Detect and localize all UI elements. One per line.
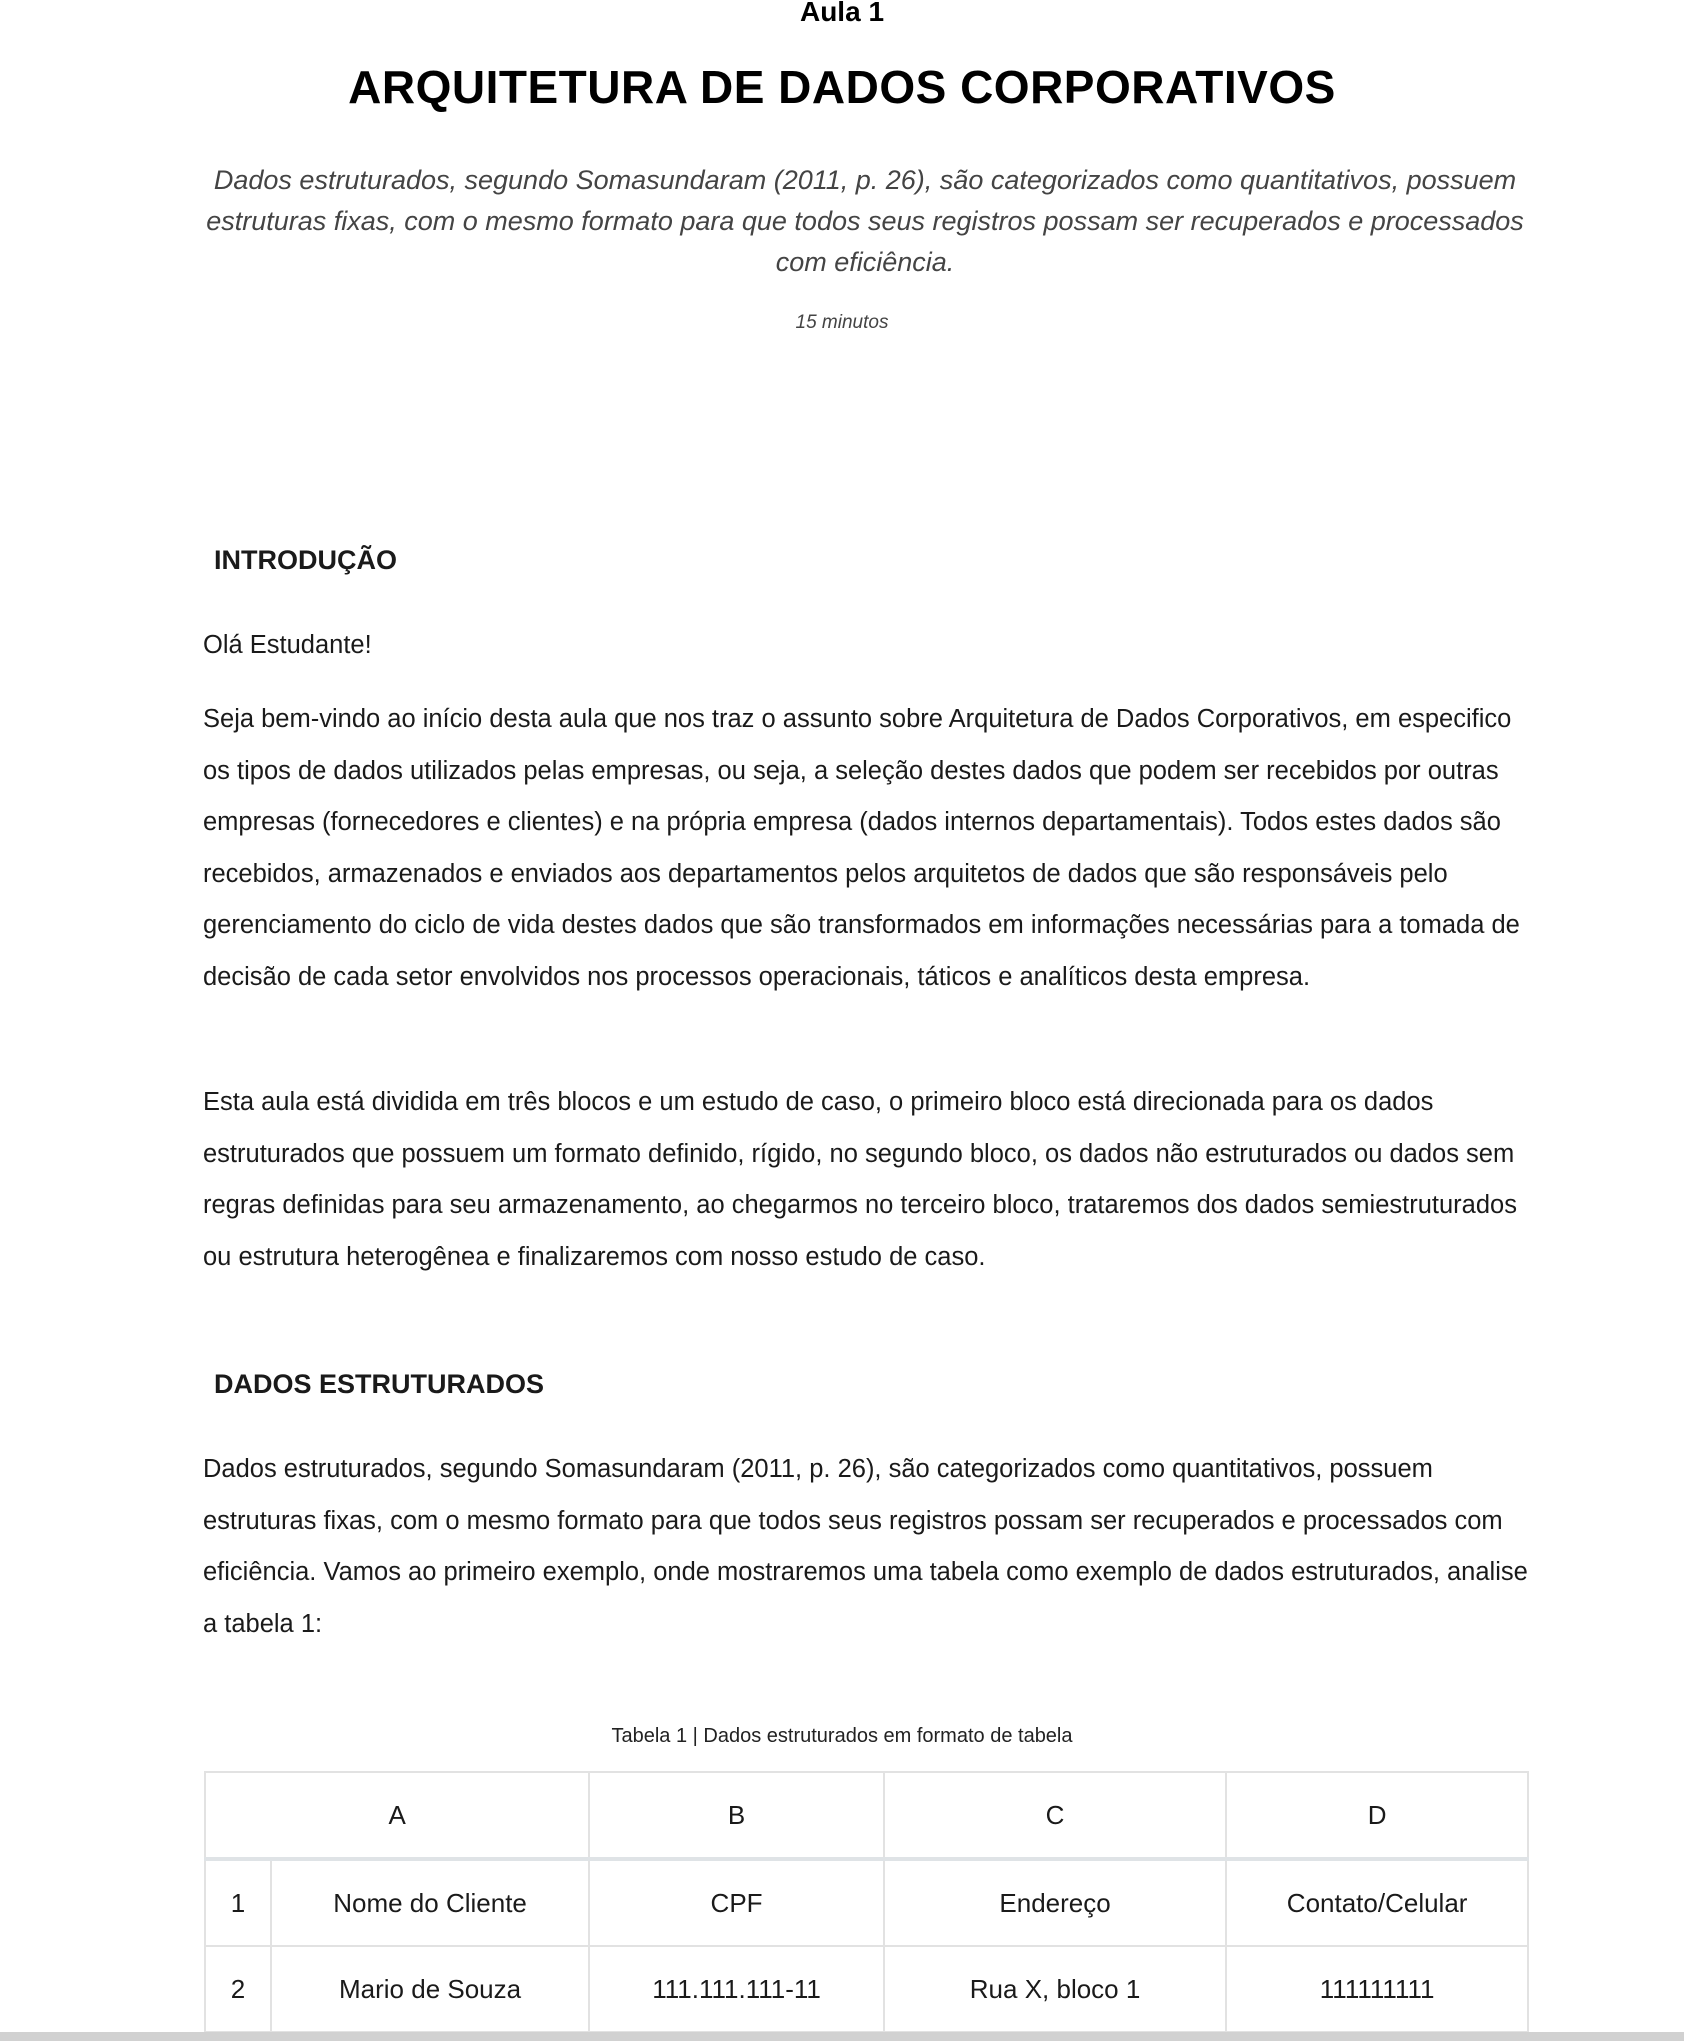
table-cell: 111.111.111-11 [589,1946,884,2032]
table-cell: 111111111 [1226,1946,1528,2032]
column-header: B [589,1772,884,1859]
table-cell: Nome do Cliente [271,1859,589,1946]
intro-paragraph-2: Esta aula está dividida em três blocos e um estudo de caso, o primeiro bloco está direcionada para os dados estruturados que possuem um formato definido, rígido, no segundo bloco, os dados não estruturados ou dados sem regras definidas para seu armazenamento, ao chegarmos no terceiro bloco, trataremos dos dados semiestruturados ou estrutura heterogênea e finalizaremos com nosso estudo de caso. [203,1088,1517,1271]
column-header: D [1226,1772,1528,1859]
lead-quote: Dados estruturados, segundo Somasundaram (2011, p. 26), são categorizados como quantitativos, possuem estruturas fixas, com o mesmo formato para que todos seus registros possam ser recuperados e processados com eficiência. [206,165,1524,277]
table-header-row [205,1772,1528,1859]
horizontal-scrollbar[interactable] [0,2032,1684,2041]
column-header: C [884,1772,1226,1859]
table-row [205,1946,1528,2032]
table-cell: Mario de Souza [271,1946,589,2032]
greeting: Olá Estudante! [203,631,372,659]
row-number: 1 [205,1859,271,1946]
page-title: ARQUITETURA DE DADOS CORPORATIVOS [348,61,1336,113]
reading-duration: 15 minutos [795,312,889,333]
intro-paragraph-1: Seja bem-vindo ao início desta aula que nos traz o assunto sobre Arquitetura de Dados Corporativos, em especifico os tipos de dados utilizados pelas empresas, ou seja, a seleção destes dados que podem ser recebidos por outras empresas (fornecedores e clientes) e na própria empresa (dados internos departamentais). Todos estes dados são recebidos, armazenados e enviados aos departamentos pelos arquitetos de dados que são responsáveis pelo gerenciamento do ciclo de vida destes dados que são transformados em informações necessárias para a tomada de decisão de cada setor envolvidos nos processos operacionais, táticos e analíticos desta empresa. [203,705,1520,991]
row-number: 2 [205,1946,271,2032]
table-cell: Contato/Celular [1226,1859,1528,1946]
section-heading-dados-estruturados: DADOS ESTRUTURADOS [214,1369,545,1399]
table-cell: Rua X, bloco 1 [884,1946,1226,2032]
structured-paragraph: Dados estruturados, segundo Somasundaram (2011, p. 26), são categorizados como quantitativos, possuem estruturas fixas, com o mesmo formato para que todos seus registros possam ser recuperados e processados com eficiência. Vamos ao primeiro exemplo, onde mostraremos uma tabela como exemplo de dados estruturados, analise a tabela 1: [203,1455,1528,1638]
lesson-number: Aula 1 [799,0,885,27]
data-table [204,1771,1529,2033]
table-caption: Tabela 1 | Dados estruturados em formato de tabela [611,1725,1073,1747]
column-header: A [205,1772,589,1859]
section-heading-introducao: INTRODUÇÃO [214,545,397,575]
table-row [205,1859,1528,1946]
table-cell: Endereço [884,1859,1226,1946]
table-cell: CPF [589,1859,884,1946]
